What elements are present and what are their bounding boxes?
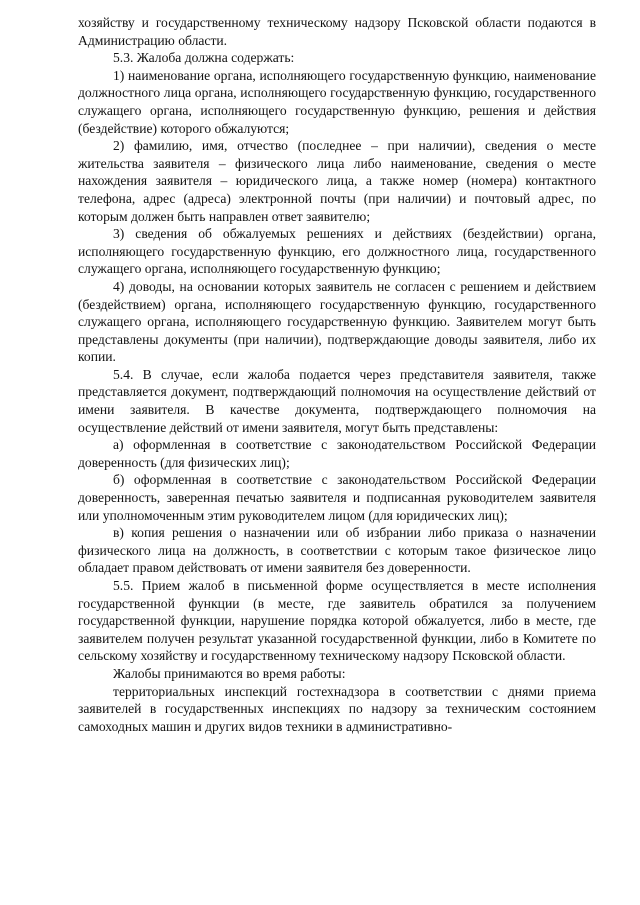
- document-page: [78, 0, 596, 735]
- paragraph-item-v: в) копия решения о назначении или об избрании либо приказа о назначении физического лица на должность, в соответствии с которым такое физическое лицо обладает правом действовать от имени заявителя без доверенности.: [78, 525, 596, 576]
- paragraph-continuation: хозяйству и государственному техническому надзору Псковской области подаются в Администрацию области.: [78, 15, 596, 48]
- paragraph-work-time: Жалобы принимаются во время работы:: [113, 665, 346, 681]
- paragraph-section-5-5: 5.5. Прием жалоб в письменной форме осуществляется в месте исполнения государственной функции (в месте, где заявитель обратился за получением государственной функции, нарушение порядка которой обжалуется, либо в месте, где заявителем получен результат указанной государственной функции, либо в Комитете по сельскому хозяйству и государственному техническому надзору Псковской области.: [78, 578, 596, 664]
- paragraph-item-3: 3) сведения об обжалуемых решениях и действиях (бездействии) органа, исполняющего государственную функцию, его должностного лица, государственного служащего органа, исполняющего государственную функцию;: [78, 226, 596, 277]
- paragraph-item-2: 2) фамилию, имя, отчество (последнее – при наличии), сведения о месте жительства заявителя – физического лица либо наименование, сведения о месте нахождения заявителя – юридического лица, а также номер (номера) контактного телефона, адрес (адреса) электронной почты (при наличии) и почтовый адрес, по которым должен быть направлен ответ заявителю;: [78, 138, 596, 224]
- paragraph-item-a: а) оформленная в соответствие с законодательством Российской Федерации доверенность (для физических лиц);: [78, 437, 596, 470]
- paragraph-territorial-inspections: территориальных инспекций гостехнадзора в соответствии с днями приема заявителей в государственных инспекциях по надзору за техническим состоянием самоходных машин и других видов техники в административно-: [78, 683, 596, 734]
- paragraph-section-5-4: 5.4. В случае, если жалоба подается через представителя заявителя, также представляется документ, подтверждающий полномочия на осуществление действий от имени заявителя. В качестве документа, подтверждающего полномочия на осуществление действий от имени заявителя, могут быть представлены:: [78, 366, 596, 435]
- paragraph-item-b: б) оформленная в соответствие с законодательством Российской Федерации доверенность, заверенная печатью заявителя и подписанная руководителем заявителя или уполномоченным этим руководителем лицом (для юридических лиц);: [78, 472, 596, 523]
- paragraph-item-4: 4) доводы, на основании которых заявитель не согласен с решением и действием (бездействием) органа, исполняющего государственную функцию, государственного служащего органа, исполняющего государственную функцию. Заявителем могут быть представлены документы (при наличии), подтверждающие доводы заявителя, либо их копии.: [78, 278, 596, 365]
- paragraph-item-1: 1) наименование органа, исполняющего государственную функцию, наименование должностного лица органа, исполняющего государственную функцию, государственного служащего органа, исполняющего государственную функцию, решения и действия (бездействие) которого обжалуются;: [78, 67, 596, 136]
- paragraph-section-5-3: 5.3. Жалоба должна содержать:: [113, 50, 295, 66]
